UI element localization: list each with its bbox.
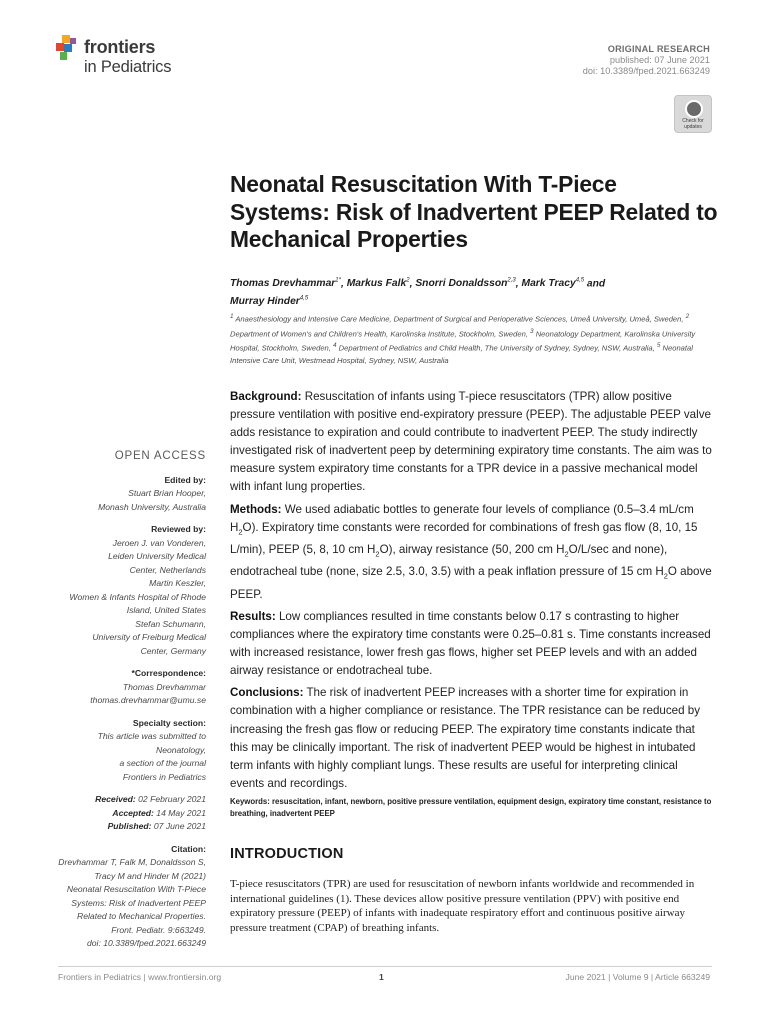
section-heading-introduction: INTRODUCTION [230, 846, 344, 862]
article-type: ORIGINAL RESEARCH [607, 44, 710, 54]
author-list: Thomas Drevhammar$^{1*}$, Markus Falk$^2$, Snorri Donaldsson$^{2,3}$, Mark Tracy$^{4,5}$ and Murray Hinder$^{4,5}$ [230, 278, 606, 308]
accepted-date: Accepted: 14 May 2021 [112, 807, 206, 818]
reviewer-line: Island, United States [126, 605, 206, 615]
citation-line: Related to Mechanical Properties. [77, 911, 206, 921]
editor-line: Stuart Brian Hooper, [128, 488, 206, 498]
footer-journal-link[interactable]: Frontiers in Pediatrics | www.frontiersin.org [58, 972, 222, 982]
frontiers-logo-icon [56, 35, 80, 61]
abstract-conclusions: Conclusions: The risk of inadvertent PEEP increases with a shorter time for expiration in combination with a higher compliance or resistance. The TPR resistance can be reduced by increasing the fresh gas flow or reducing PEEP. The expiratory time constants indicate that this may be clinically important. The risk of inadvertent PEEP would be highest in intubated term infants with highly compliant lungs. These results are useful for interpreting clinical events and recordings. [230, 686, 701, 790]
reviewer-line: Martin Keszler, [149, 578, 206, 588]
correspondence-heading: *Correspondence: [131, 668, 206, 678]
specialty-line: Neonatology, [155, 744, 206, 755]
introduction-paragraph: T-piece resuscitators (TPR) are used for resuscitation of newborn infants worldwide and recommended in international guidelines (1). These devices allow positive pressure ventilation (PPV) with positive end expiratory pressure (PEEP) of infants with inadequate respiratory effort and continuous positive airway pressure treatment (CPAP) of breathing infants. [230, 878, 695, 934]
specialty-line: Frontiers in Pediatrics [122, 771, 206, 782]
author[interactable]: Murray Hinder$^{4,5}$ [230, 295, 309, 308]
footer-divider [58, 966, 712, 967]
received-date: Received: 02 February 2021 [95, 794, 206, 804]
author[interactable]: Snorri Donaldsson$^{2,3}$ [415, 278, 516, 290]
published-date: published: 07 June 2021 [609, 55, 710, 65]
affiliations: $^1$ Anaesthesiology and Intensive Care Medicine, Department of Surgical and Perioperative Sciences, Umeå University, Umeå, Sweden, $^2$ Department of Women's and Children's Health, Karolinska Institute, Stockholm, Sweden, $^3$ Neonatology Department, Karolinska University Hospital, Stockholm, Sweden, $^4$ Department of Pediatrics and Child Health, The University of Sydney, Sydney, NSW, Australia, $^5$ Neonatal Intensive Care Unit, Westmead Hospital, Sydney, NSW, Australia [230, 313, 696, 365]
published-date-sidebar: Published: 07 June 2021 [107, 821, 206, 831]
reviewer-line: University of Freiburg Medical [92, 632, 206, 642]
author[interactable]: Markus Falk$^2$ [346, 278, 410, 290]
reviewer-line: Center, Germany [140, 645, 206, 656]
footer-issue-info: June 2021 | Volume 9 | Article 663249 [565, 972, 710, 982]
reviewed-by-heading: Reviewed by: [151, 524, 206, 534]
journal-logo[interactable] [56, 33, 196, 81]
reviewer-line: Women & Infants Hospital of Rhode [69, 591, 206, 602]
abstract-methods: Methods: We used adiabatic bottles to generate four levels of compliance (0.5–3.4 mL/cm $H_2O$). Expiratory time constants were recorded for combinations of fresh gas flow (8, 10, 15 L/min), PEEP (5, 8, 10 cm $H_2O$), airway resistance (50, 200 cm $H_2O/L/\sec$ and none), endotracheal tube (none, size 2.5, 3.0, 3.5) with a peak inflation pressure of 15 cm $H_2O$ above PEEP. [230, 502, 712, 601]
citation-line: Drevhammar T, Falk M, Donaldsson S, [58, 857, 206, 867]
specialty-line: This article was submitted to [97, 731, 206, 741]
citation-line: Systems: Risk of Inadvertent PEEP [71, 897, 206, 908]
citation-heading: Citation: [171, 843, 206, 854]
citation-doi[interactable]: doi: 10.3389/fped.2021.663249 [87, 938, 206, 948]
author[interactable]: Mark Tracy$^{4,5}$ [521, 278, 585, 290]
article-doi[interactable]: doi: 10.3389/fped.2021.663249 [582, 66, 710, 76]
citation-line: Front. Pediatr. 9:663249. [111, 924, 206, 935]
abstract [230, 388, 712, 797]
reviewer-line: Jeroen J. van Vonderen, [112, 537, 206, 548]
brand-name: frontiers [84, 37, 156, 57]
check-for-updates-label: Check for updates [682, 118, 704, 130]
journal-name: in Pediatrics [84, 58, 172, 76]
specialty-heading: Specialty section: [132, 717, 206, 728]
article-title: Neonatal Resuscitation With T-Piece Systems: Risk of Inadvertent PEEP Related to Mechanical Properties [230, 171, 718, 252]
abstract-background: Background: Resuscitation of infants using T-piece resuscitators (TPR) allow positive pressure ventilation with positive end-expiratory pressure (PEEP). The adjustable PEEP valve adds resistance to expiration and could contribute to inadvertent PEEP. The study indirectly investigated risk of inadvertent peep by determining expiratory time constants. The aim was to measure system expiratory time constants for a TPR device in a passive mechanical model with infant lung properties. [230, 390, 712, 494]
reviewer-line: Center, Netherlands [129, 564, 206, 575]
keywords: Keywords: resuscitation, infant, newborn, positive pressure ventilation, equipment design, expiratory time constant, resistance to breathing, inadvertent PEEP [230, 797, 712, 818]
abstract-results: Results: Low compliances resulted in time constants below 0.17 s contrasting to higher compliances where the expiratory time constants were 0.25–0.81 s. Time constants increased with increased resistance, lower fresh gas flows, higher set PEEP levels and with an added airway resistance or endotracheal tube. [230, 609, 711, 678]
correspondence-name: Thomas Drevhammar [122, 681, 206, 692]
page-number: 1 [379, 972, 384, 982]
check-for-updates-badge[interactable] [674, 95, 712, 133]
specialty-line: a section of the journal [119, 758, 206, 768]
reviewer-line: Leiden University Medical [108, 551, 206, 561]
editor-line: Monash University, Australia [98, 501, 206, 512]
reviewer-line: Stefan Schumann, [135, 618, 206, 629]
article-sidebar [16, 450, 206, 951]
citation-line: Tracy M and Hinder M (2021) [94, 870, 206, 881]
citation-line: Neonatal Resuscitation With T-Piece [66, 884, 206, 894]
article-meta [583, 44, 710, 77]
open-access-label: OPEN ACCESS [114, 450, 206, 462]
bookmark-icon [685, 100, 703, 118]
correspondence-email[interactable]: thomas.drevhammar@umu.se [90, 695, 206, 705]
author[interactable]: Thomas Drevhammar$^{1*}$ [230, 278, 341, 290]
edited-by-heading: Edited by: [164, 474, 206, 485]
